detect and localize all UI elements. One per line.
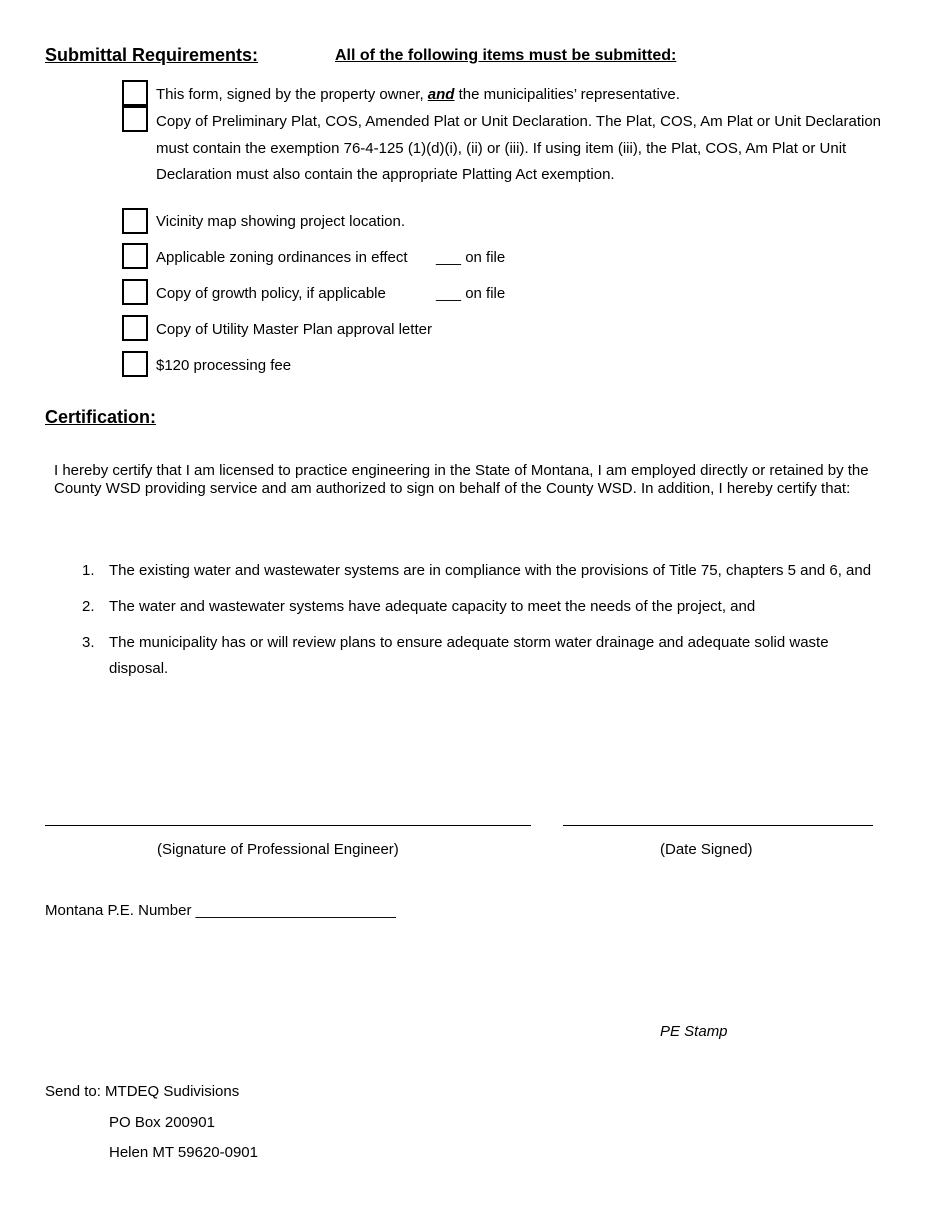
cert-item-2-number: 2. <box>82 598 95 615</box>
date-signed-label: (Date Signed) <box>660 841 753 858</box>
requirement-signed-form-before: This form, signed by the property owner, <box>156 86 428 103</box>
engineer-signature-line[interactable] <box>45 825 531 826</box>
certification-heading: Certification: <box>45 407 157 427</box>
requirement-processing-fee: $120 processing fee <box>156 357 292 374</box>
cert-item-2-text: The water and wastewater systems have adequate capacity to meet the needs of the project, and <box>109 598 756 615</box>
pe-stamp-label: PE Stamp <box>660 1023 728 1040</box>
requirement-signed-form-and: and <box>427 86 455 103</box>
send-to-line-3: Helen MT 59620-0901 <box>109 1144 258 1161</box>
checkbox-utility-master-plan[interactable] <box>122 315 148 341</box>
cert-item-1-text: The existing water and wastewater systems are in compliance with the provisions of Title 75, chapters 5 and 6, and <box>109 562 872 579</box>
cert-item-3-text: The municipality has or will review plans to ensure adequate storm water drainage and adequate solid waste disposal. <box>109 634 829 677</box>
requirement-preliminary-plat: Copy of Preliminary Plat, COS, Amended Plat or Unit Declaration. The Plat, COS, Am Plat or Unit Declaration must contain the exemption 76-4-125 (1)(d)(i), (ii) or (iii). If using item (iii), the Plat, COS, Am Plat or Unit Declaration must also contain the appropriate Platting Act exemption. <box>156 113 882 183</box>
growth-policy-on-file: ___ on file <box>436 285 506 302</box>
cert-item-1-number: 1. <box>82 562 95 579</box>
pe-number-field[interactable]: Montana P.E. Number ________________________ <box>45 902 396 919</box>
requirement-utility-master-plan: Copy of Utility Master Plan approval letter <box>156 321 432 338</box>
date-signed-line[interactable] <box>563 825 873 826</box>
checkbox-preliminary-plat[interactable] <box>122 106 148 132</box>
checkbox-signed-form[interactable] <box>122 80 148 106</box>
requirement-zoning-ordinances: Applicable zoning ordinances in effect <box>156 249 408 266</box>
certification-intro: I hereby certify that I am licensed to practice engineering in the State of Montana, I am employed directly or retained by the County WSD providing service and am authorized to sign on behalf of the County WSD. In addition, I hereby certify that: <box>54 462 869 497</box>
submittal-requirements-heading: Submittal Requirements: <box>45 45 259 65</box>
checkbox-processing-fee[interactable] <box>122 351 148 377</box>
engineer-signature-label: (Signature of Professional Engineer) <box>157 841 399 858</box>
send-to-line-2: PO Box 200901 <box>109 1114 215 1131</box>
requirement-growth-policy: Copy of growth policy, if applicable <box>156 285 386 302</box>
checkbox-growth-policy[interactable] <box>122 279 148 305</box>
cert-item-3-number: 3. <box>82 634 95 651</box>
requirement-vicinity-map: Vicinity map showing project location. <box>156 213 406 230</box>
zoning-on-file: ___ on file <box>436 249 506 266</box>
requirement-signed-form <box>156 82 680 109</box>
all-items-required-subheading: All of the following items must be submitted: <box>335 47 677 64</box>
send-to-line-1: Send to: MTDEQ Sudivisions <box>45 1083 240 1100</box>
checkbox-zoning-ordinances[interactable] <box>122 243 148 269</box>
checkbox-vicinity-map[interactable] <box>122 208 148 234</box>
requirement-signed-form-after: the municipalities’ representative. <box>454 86 680 103</box>
